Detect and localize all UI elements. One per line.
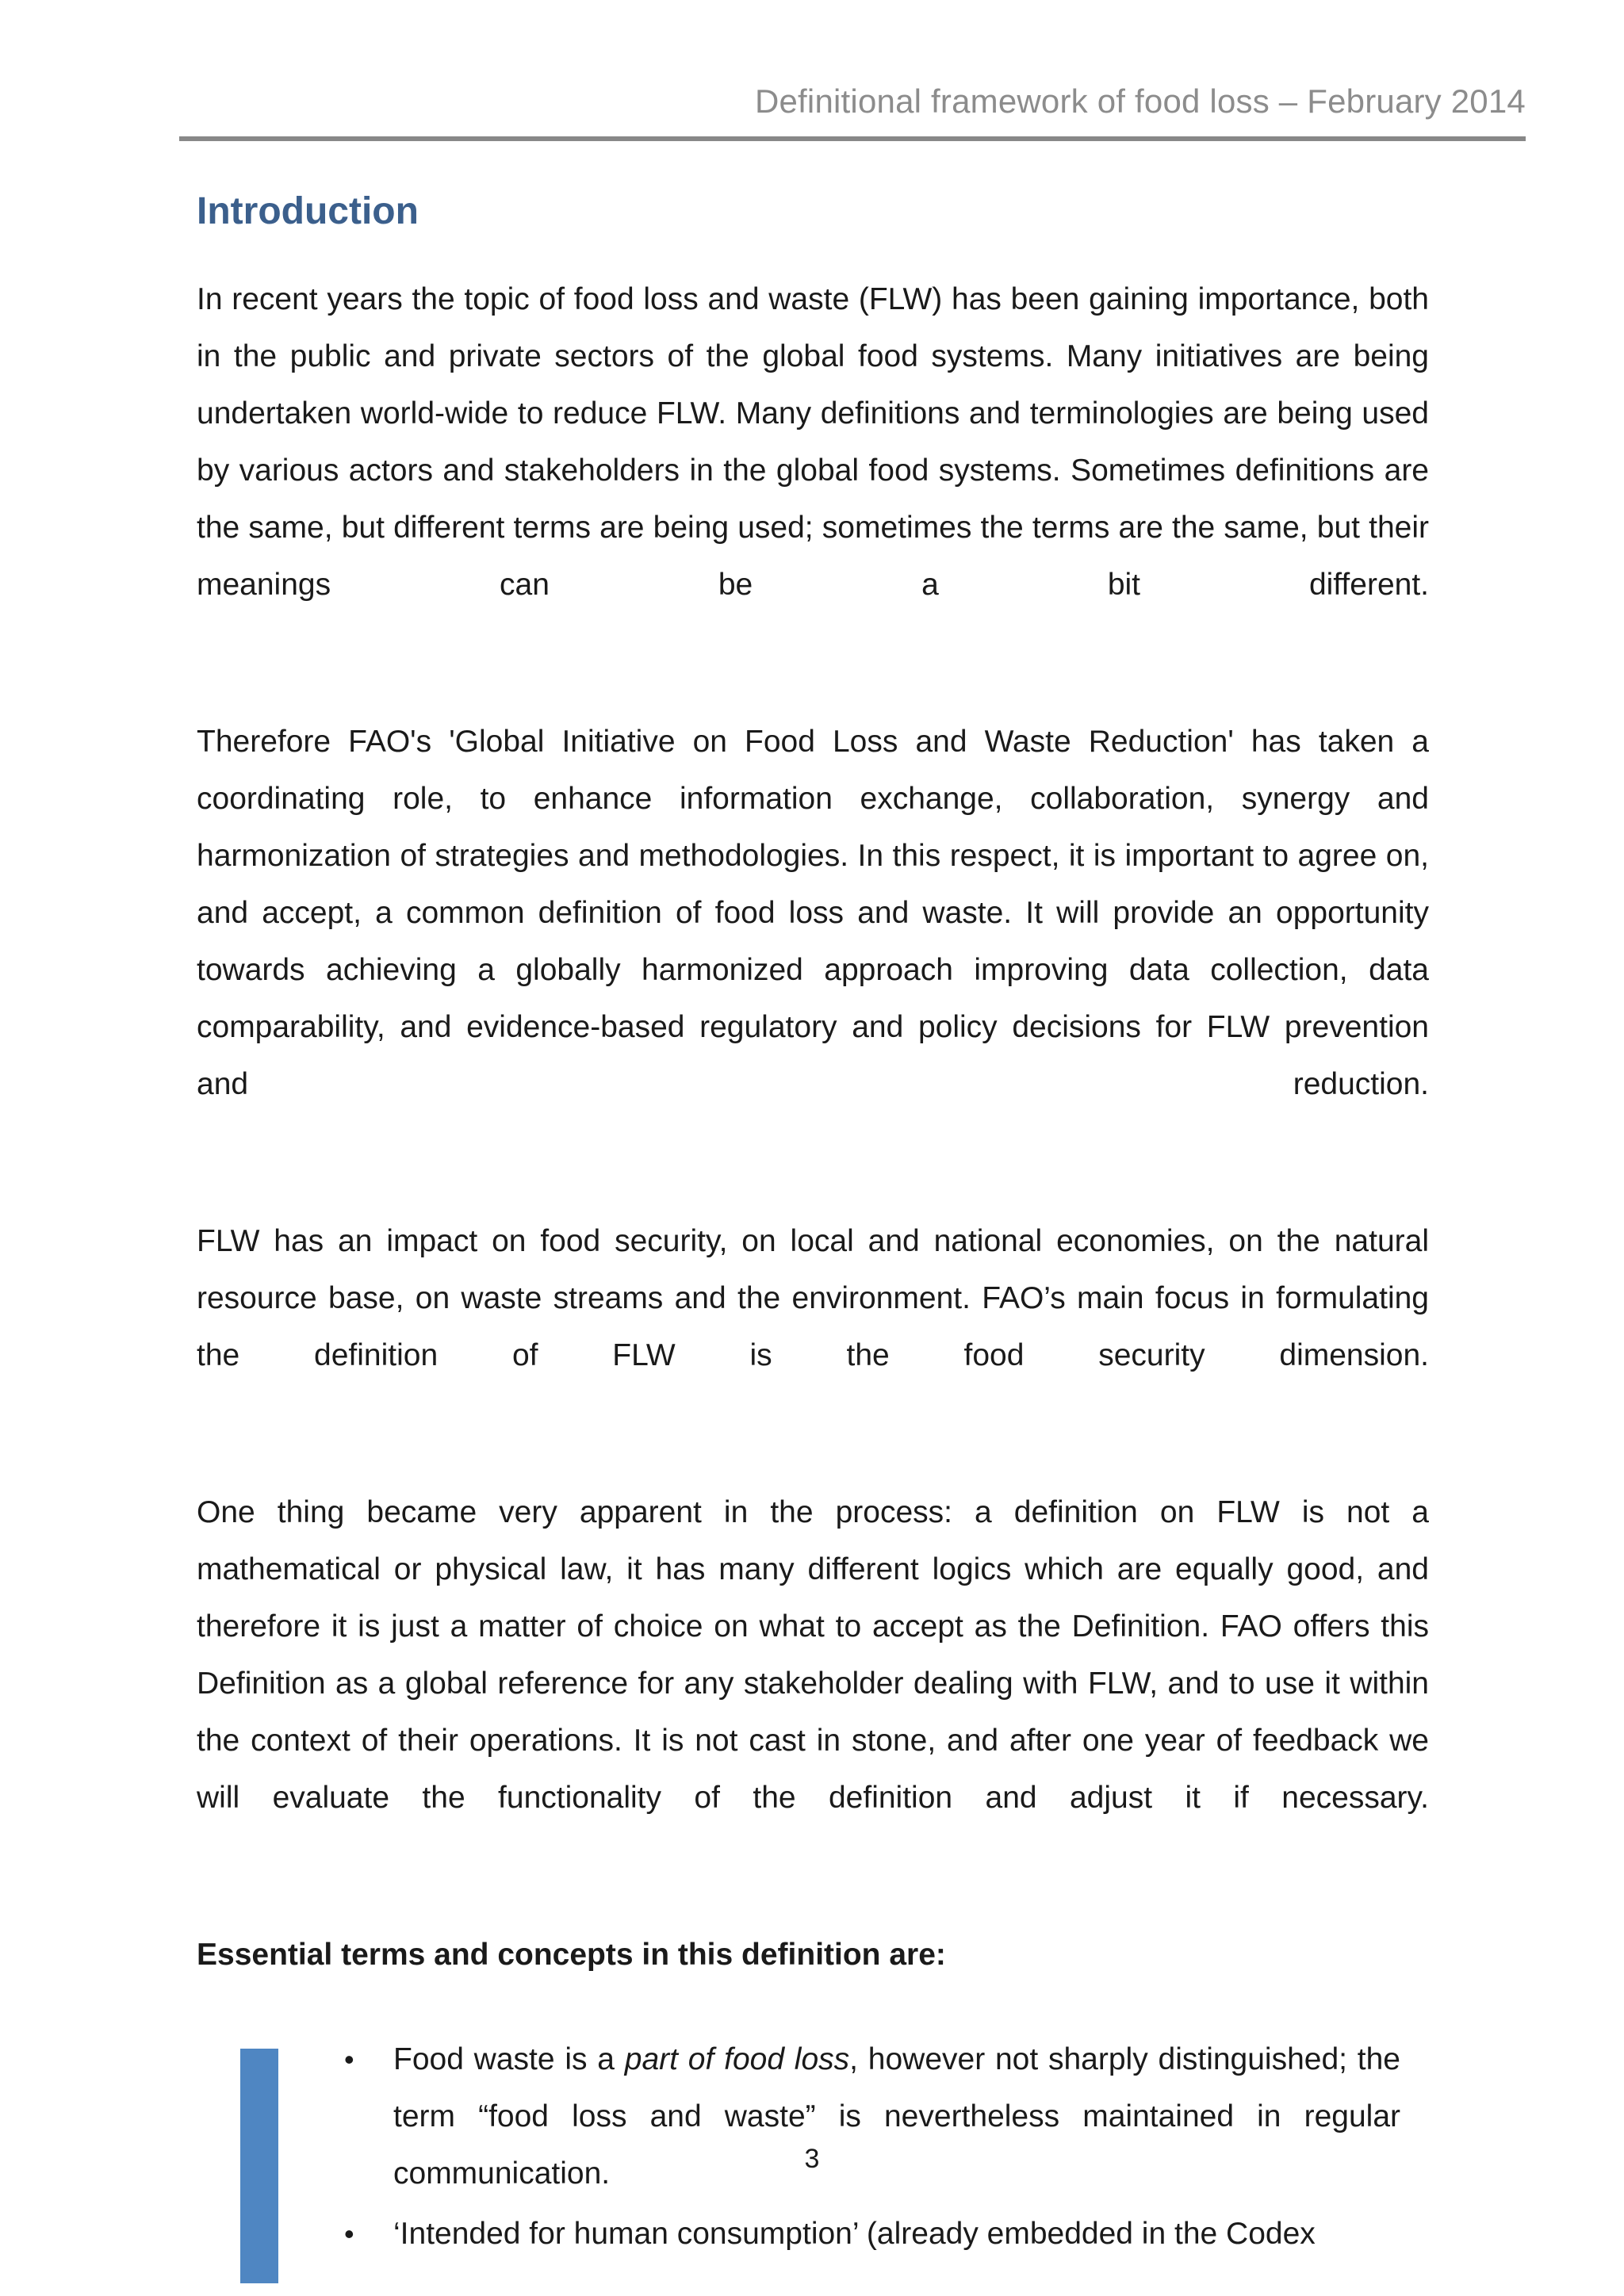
list-item	[344, 2206, 1400, 2263]
page-number: 3	[804, 2144, 820, 2174]
list-item-text-end: , however not sharply distinguished; the term “food loss and waste” is nevertheless maintained in regular communication.	[393, 2042, 1400, 2191]
header-divider	[179, 136, 1526, 141]
paragraph-3: FLW has an impact on food security, on local and national economies, on the natural resource base, on waste streams and the environment. FAO’s main focus in formulating the definition of FLW is the food security dimension.	[197, 1224, 1429, 1373]
paragraph-2: Therefore FAO's 'Global Initiative on Food Loss and Waste Reduction' has taken a coordinating role, to enhance information exchange, collaboration, synergy and harmonization of strategies and methodologies. In this respect, it is important to agree on, and accept, a common definition of food loss and waste. It will provide an opportunity towards achieving a globally harmonized approach improving data collection, data comparability, and evidence-based regulatory and policy decisions for FLW prevention and reduction.	[197, 725, 1429, 1102]
list-item-text-start: Food waste is a	[393, 2042, 625, 2077]
bullet-icon: •	[344, 2218, 354, 2251]
list-item	[344, 2031, 1400, 2202]
terms-subheading: Essential terms and concepts in this definition are:	[197, 1938, 946, 1973]
bullet-icon: •	[344, 2043, 354, 2076]
running-header: Definitional framework of food loss – February 2014	[754, 82, 1526, 120]
list-item-text: ‘Intended for human consumption’ (already embedded in the Codex	[393, 2217, 1316, 2252]
paragraph-4: One thing became very apparent in the process: a definition on FLW is not a mathematical or physical law, it has many different logics which are equally good, and therefore it is just a matter of choice on what to accept as the Definition. FAO offers this Definition as a global reference for any stakeholder dealing with FLW, and to use it within the context of their operations. It is not cast in stone, and after one year of feedback we will evaluate the functionality of the definition and adjust it if necessary.	[197, 1495, 1429, 1816]
paragraph-1: In recent years the topic of food loss and waste (FLW) has been gaining importance, both in the public and private sectors of the global food systems. Many initiatives are being undertaken world-wide to reduce FLW. Many definitions and terminologies are being used by various actors and stakeholders in the global food systems. Sometimes definitions are the same, but different terms are being used; sometimes the terms are the same, but their meanings can be a bit different.	[197, 282, 1429, 603]
section-heading: Introduction	[197, 190, 419, 232]
list-item-emphasis: part of food loss	[624, 2042, 850, 2077]
page-body	[197, 187, 1429, 2266]
